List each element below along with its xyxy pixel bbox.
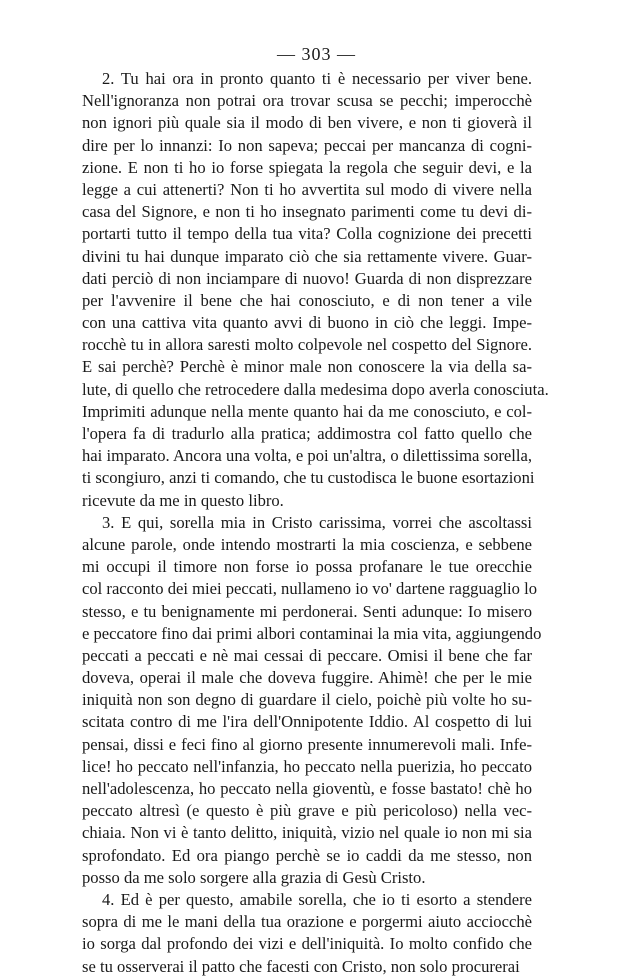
text-line: 4. Ed è per questo, amabile sorella, che io ti esorto a stendere: [102, 889, 532, 909]
text-line: peccato altresì (e questo è più grave e più pericoloso) nella vec-: [82, 801, 532, 821]
text-line: alcune parole, onde intendo mostrarti la mia coscienza, e sebbene: [82, 534, 532, 554]
text-line: lute, di quello che retrocedere dalla medesima dopo averla conosciuta.: [82, 379, 549, 399]
paragraph-2: [82, 68, 549, 512]
text-line: dati perciò di non inciampare di nuovo! Guarda di non disprezzare: [82, 268, 532, 288]
text-line: divini tu hai dunque imparato ciò che sia rettamente vivere. Guar-: [82, 246, 532, 266]
text-line: zione. E non ti ho io forse spiegata la regola che seguir devi, e la: [82, 157, 532, 177]
text-line: stesso, e tu benignamente mi perdonerai. Senti adunque: Io misero: [82, 601, 532, 621]
text-line: sprofondato. Ed ora piango perchè se io caddi da me stesso, non: [82, 845, 532, 865]
text-line: scitata contro di me l'ira dell'Onnipotente Iddio. Al cospetto di lui: [82, 712, 532, 732]
text-line: iniquità non son degno di guardare il cielo, poichè più volte ho su-: [82, 690, 532, 710]
paragraph-4: [82, 889, 532, 978]
text-line: legge a cui attenerti? Non ti ho avvertita sul modo di vivere nella: [82, 179, 532, 199]
text-line: 2. Tu hai ora in pronto quanto ti è necessario per viver bene.: [102, 69, 532, 88]
text-line: dire per lo innanzi: Io non sapeva; peccai per mancanza di cogni-: [82, 135, 532, 155]
text-line: 3. E qui, sorella mia in Cristo carissima, vorrei che ascoltassi: [102, 512, 532, 532]
text-line: posso da me solo sorgere alla grazia di Gesù Cristo.: [82, 867, 426, 887]
text-line: lice! ho peccato nell'infanzia, ho peccato nella puerizia, ho peccato: [82, 756, 532, 776]
body-text: [82, 68, 549, 978]
text-line: e peccatore fino dai primi albori contaminai la mia vita, aggiungendo: [82, 623, 542, 643]
text-line: chiaia. Non vi è tanto delitto, iniquità, vizio nel quale io non mi sia: [82, 823, 532, 843]
text-line: E sai perchè? Perchè è minor male non conoscere la via della sa-: [82, 357, 532, 377]
text-line: io sorga dal profondo dei vizi e dell'iniquità. Io molto confido che: [82, 934, 532, 954]
text-line: col racconto dei miei peccati, nullameno io vo' dartene ragguaglio lo: [82, 579, 537, 599]
text-line: rocchè tu in allora saresti molto colpevole nel cospetto del Signore.: [82, 335, 532, 355]
text-line: non ignori più quale sia il modo di ben vivere, e non ti gioverà il: [82, 113, 532, 133]
paragraph-3: [82, 512, 542, 889]
text-line: ti scongiuro, anzi ti comando, che tu custodisca le buone esortazioni: [82, 468, 535, 488]
text-line: pensai, dissi e feci fino al giorno presente innumerevoli mali. Infe-: [82, 734, 532, 754]
text-line: ricevute da me in questo libro.: [82, 490, 284, 510]
text-line: per l'avvenire il bene che hai conosciuto, e di non tener a vile: [82, 290, 532, 310]
text-line: mi occupi il timore non forse io possa profanare le tue orecchie: [82, 557, 532, 577]
text-line: se tu osserverai il patto che facesti con Cristo, non solo procurerai: [82, 956, 520, 976]
text-line: doveva, operai il male che doveva fuggire. Ahimè! che per le mie: [82, 668, 532, 688]
text-line: sopra di me le mani della tua orazione e porgermi aiuto acciocchè: [82, 912, 532, 932]
text-line: portarti tutto il tempo della tua vita? Colla cognizione dei precetti: [82, 224, 532, 244]
text-line: Nell'ignoranza non potrai ora trovar scusa se pecchi; imperocchè: [82, 91, 532, 111]
text-line: nell'adolescenza, ho peccato nella gioventù, e fosse bastato! chè ho: [82, 779, 532, 798]
text-line: Imprimiti adunque nella mente quanto hai da me conosciuto, e col-: [82, 401, 532, 421]
text-line: con una cattiva vita quanto avvi di buono in ciò che leggi. Impe-: [82, 313, 532, 333]
text-line: l'opera fa di tradurlo alla pratica; addimostra col fatto quello che: [82, 424, 532, 443]
text-line: peccati a peccati e nè mai cessai di peccare. Omisi il bene che far: [82, 645, 532, 665]
page-number: — 303 —: [277, 44, 356, 64]
text-line: hai imparato. Ancora una volta, e poi un'altra, o dilettissima sorella,: [82, 446, 532, 466]
text-line: casa del Signore, e non ti ho insegnato parimenti come tu devi di-: [82, 202, 532, 222]
